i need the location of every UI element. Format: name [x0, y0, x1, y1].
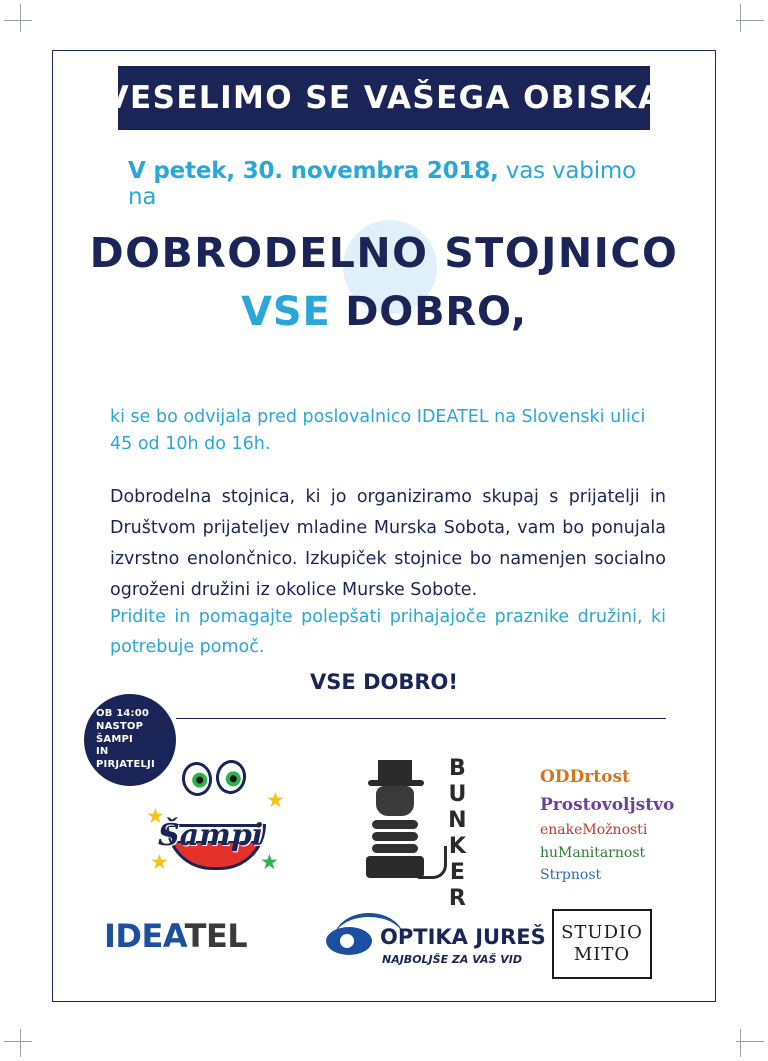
crop-mark: [736, 20, 764, 21]
lamp-coil-icon: [372, 820, 418, 829]
badge-line-2: NASTOP: [96, 720, 144, 732]
crop-mark: [4, 20, 32, 21]
optika-jures-logo: [326, 911, 546, 981]
optika-wordmark: OPTIKA JUREŠ: [380, 925, 546, 949]
crop-mark: [20, 1029, 21, 1057]
sampi-eye-left-icon: [180, 760, 214, 798]
lamp-mascot-icon: [366, 760, 428, 884]
section-divider: [176, 718, 666, 719]
badge-line-4: IN: [96, 746, 109, 758]
event-date: V petek, 30. novembra 2018,: [128, 158, 499, 184]
bunker-wordmark: BUNKER: [444, 756, 470, 912]
lamp-head-icon: [376, 786, 414, 816]
ideatel-wordmark-part2: TEL: [184, 917, 248, 955]
sampi-logo: [140, 758, 300, 888]
star-icon: ★: [146, 805, 165, 828]
invitation-subtitle: [128, 158, 648, 210]
sampi-pupil-icon: [191, 772, 208, 789]
dopps-line-2: Prostovoljstvo: [540, 794, 675, 815]
star-icon: ★: [260, 851, 279, 874]
star-icon: ★: [266, 789, 285, 812]
dopps-line-5: Strpnost: [540, 867, 602, 884]
lamp-cord-icon: [418, 846, 447, 879]
sampi-wordmark: Šampi: [158, 818, 264, 853]
dopps-line-4: huManitarnost: [540, 844, 646, 861]
top-hat-icon: [378, 760, 412, 782]
bunker-logo: [350, 756, 480, 912]
headline-group: [52, 228, 716, 335]
sampi-eye-right-icon: [214, 758, 248, 796]
headline-line-1: DOBRODELNO STOJNICO: [89, 229, 679, 277]
lead-paragraph: ki se bo odvijala pred poslovalnico IDEATEL na Slovenski ulici 45 od 10h do 16h.: [110, 407, 646, 455]
crop-mark: [4, 1041, 32, 1042]
headline-line-2: [52, 289, 716, 335]
badge-line-5: PIRJATELJI: [96, 759, 155, 771]
crop-mark: [20, 4, 21, 32]
badge-line-1: OB 14:00: [96, 708, 150, 719]
studio-wordmark-line2: MITO: [573, 944, 631, 965]
lamp-base-icon: [366, 856, 424, 878]
studio-wordmark-line1: STUDIO: [561, 922, 643, 944]
studio-mito-logo: [552, 909, 652, 979]
optika-tagline: NAJBOLJŠE ZA VAŠ VID: [382, 953, 523, 966]
ideatel-wordmark-part1: IDEA: [104, 917, 185, 955]
badge-line-3: ŠAMPI: [96, 733, 133, 745]
sampi-pupil-icon: [225, 770, 242, 787]
eye-icon: [326, 927, 372, 955]
crop-mark: [736, 1041, 764, 1042]
dopps-logo: [540, 764, 680, 887]
call-to-action-paragraph: Pridite in pomagajte polepšati prihajajoče praznike družini, ki potrebuje pomoč.: [110, 607, 666, 658]
crop-mark: [740, 4, 741, 32]
ideatel-logo: [104, 917, 247, 955]
slogan-text: VSE DOBRO!: [310, 670, 458, 694]
subtitle-rest: vas vabimo na: [128, 158, 636, 210]
dopps-line-3: enakeMožnosti: [540, 822, 648, 839]
lamp-coil-icon: [372, 832, 418, 841]
headline-line-2-b: DOBRO,: [345, 289, 527, 336]
sponsor-row-primary: [110, 750, 675, 912]
crop-mark: [740, 1029, 741, 1057]
lamp-coil-icon: [372, 844, 418, 853]
sponsor-row-secondary: [96, 905, 676, 985]
header-title: VESELIMO SE VAŠEGA OBISKA: [104, 80, 664, 116]
dopps-line-1: ODDrtost: [540, 767, 630, 787]
main-paragraph: Dobrodelna stojnica, ki jo organiziramo skupaj s prijatelji in Društvom prijateljev mladine Murska Sobota, vam bo ponujala izvrstno enolončnico. Izkupiček stojnice bo namenjen socialno ogroženi družini iz okolice Murske Sobote.: [110, 487, 666, 601]
star-icon: ★: [150, 851, 169, 874]
headline-line-2-a: VSE: [241, 289, 346, 336]
header-banner: [104, 66, 664, 130]
